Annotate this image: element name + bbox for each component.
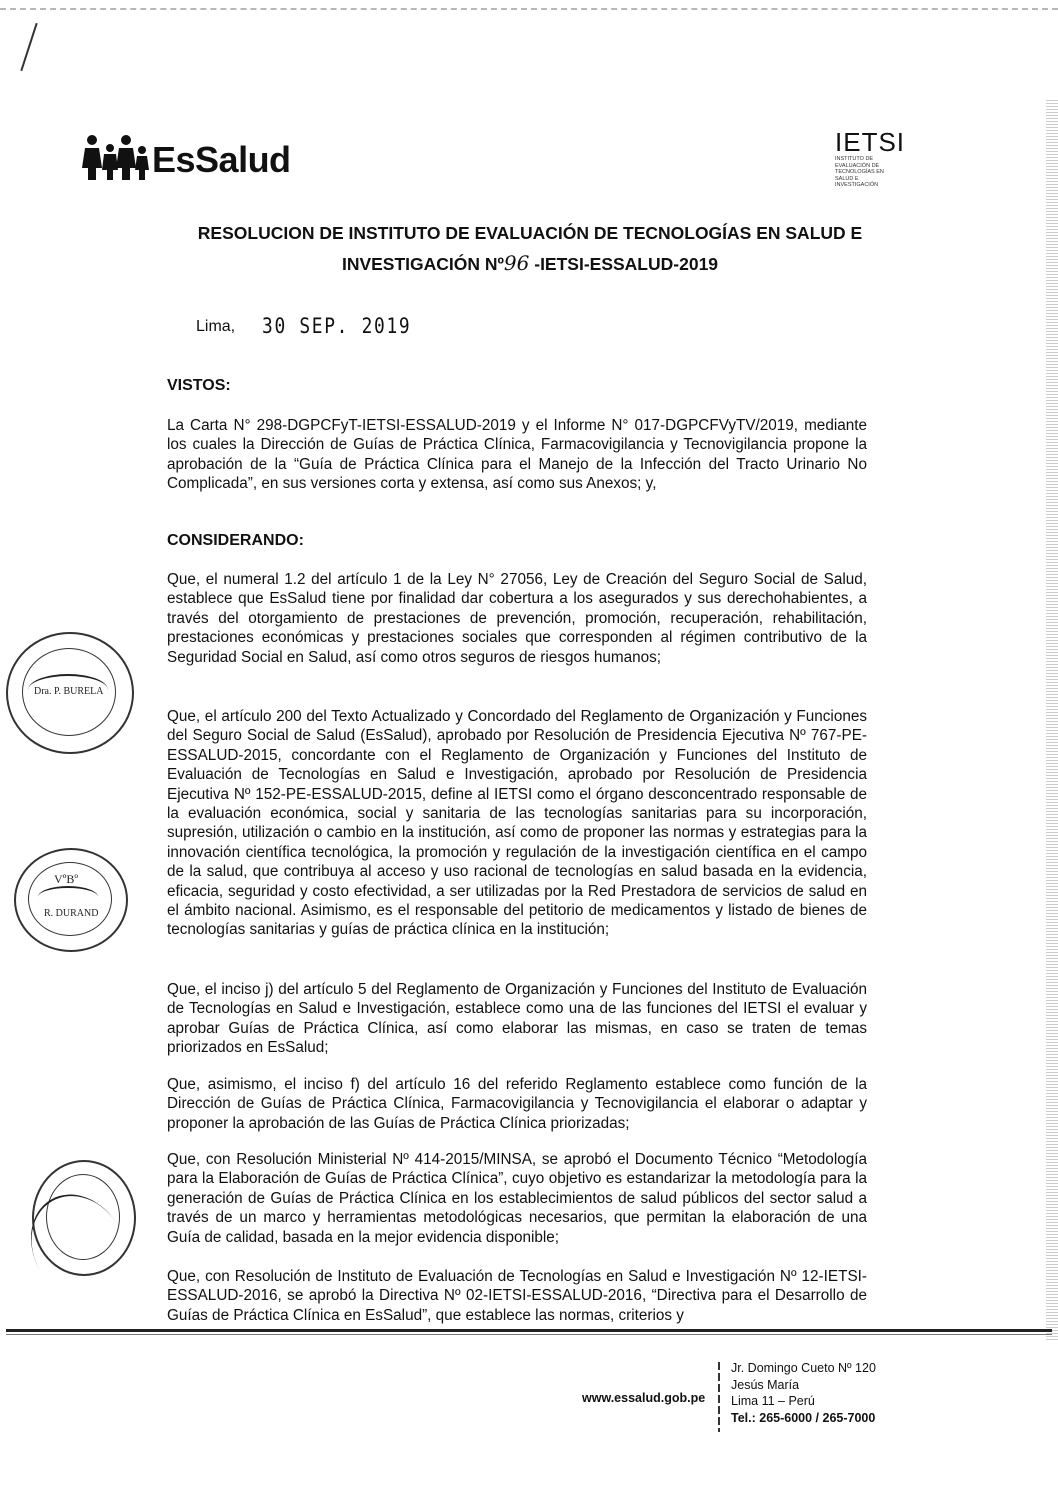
ietsi-title: IETSI xyxy=(835,127,906,157)
logo-text: EsSalud xyxy=(152,139,291,180)
footer-website: www.essalud.gob.pe xyxy=(582,1391,706,1405)
footer-divider xyxy=(6,1329,1052,1332)
paragraph-3: Que, el inciso j) del artículo 5 del Reglamento de Organización y Funciones del Instituto de Evaluación de Tecnologías en Salud e Investigación, establece como una de las funciones del IETSI el evaluar y aprobar Guías de Práctica Clínica, así como elaborar las mismas, en caso se traten de temas priorizados en EsSalud; xyxy=(167,981,867,1057)
paragraph-4: Que, asimismo, el inciso f) del artículo 16 del referido Reglamento establece como función de la Dirección de Guías de Práctica Clínica, Farmacovigilancia y Tecnovigilancia el elaborar o adaptar y proponer la aprobación de las Guías de Práctica Clínica priorizadas; xyxy=(167,1076,867,1132)
seal-2-vobo: VºBº xyxy=(54,872,79,886)
considerando-heading: CONSIDERANDO: xyxy=(167,532,304,549)
paragraph-2: Que, el artículo 200 del Texto Actualizado y Concordado del Reglamento de Organización y Funciones del Seguro Social de Salud (EsSalud), aprobado por Resolución de Presidencia Ejecutiva Nº 767-PE-ESSALUD-2015, concordante con el Reglamento de Organización y Funciones del Instituto de Evaluación de Tecnologías en Salud e Investigación, aprobado por Resolución de Presidencia Ejecutiva Nº 152-PE-ESSALUD-2015, define al IETSI como el órgano desconcentrado responsable de la evaluación económica, social y sanitaria de las tecnologías sanitarias para su incorporación, supresión, utilización o cambio en la institución, así como de proponer las normas y estrategias para la innovación científica tecnológica, la promoción y regulación de la investigación científica en el campo de la salud, que contribuya al acceso y uso racional de tecnologías en salud basada en la evidencia, eficacia, seguridad y costo efectividad, a ser utilizadas por la Red Prestadora de servicios de salud en el ámbito nacional. Asimismo, es el responsable del petitorio de medicamentos y listado de bienes de tecnologías sanitarias y guías de práctica clínica en la institución; xyxy=(167,708,867,939)
pen-mark xyxy=(20,23,37,71)
official-seal-1 xyxy=(6,632,134,754)
address-line-2: Jesús María xyxy=(731,1377,800,1392)
paragraph-6: Que, con Resolución de Instituto de Evaluación de Tecnologías en Salud e Investigación Nº 12-IETSI-ESSALUD-2016, se aprobó la Directiva Nº 02-IETSI-ESSALUD-2016, “Directiva para el Desarrollo de Guías de Práctica Clínica en EsSalud”, que establece las normas, criterios y xyxy=(167,1268,867,1324)
family-figures-icon xyxy=(82,130,150,180)
essalud-logo xyxy=(82,130,291,180)
ietsi-logo xyxy=(835,128,920,189)
title-line-2: INVESTIGACIÓN Nº96 -IETSI-ESSALUD-2019 xyxy=(341,251,719,275)
date-stamp: 30 SEP. 2019 xyxy=(262,314,412,338)
seal-2-name: R. DURAND xyxy=(44,908,99,919)
footer-separator xyxy=(718,1362,720,1432)
scan-border-right xyxy=(1046,100,1058,1340)
paragraph-5: Que, con Resolución Ministerial Nº 414-2015/MINSA, se aprobó el Documento Técnico “Metodología para la Elaboración de Guías de Práctica Clínica”, cuyo objetivo es estandarizar la metodología para la generación de Guías de Práctica Clínica en los establecimientos de salud públicos del sector salud a través de un marco y herramientas metodológicas necesarios, que permitan la elaboración de una Guía de calidad, basada en la mejor evidencia disponible; xyxy=(167,1151,867,1246)
title-line-1: RESOLUCION DE INSTITUTO DE EVALUACIÓN DE TECNOLOGÍAS EN SALUD E xyxy=(197,223,863,243)
official-seal-3 xyxy=(32,1160,136,1276)
official-seal-2 xyxy=(14,848,128,952)
footer-divider-thin xyxy=(6,1334,1052,1335)
scan-border-top xyxy=(0,8,1058,18)
address-line-1: Jr. Domingo Cueto Nº 120 xyxy=(731,1361,876,1375)
signature-3 xyxy=(12,1177,146,1319)
resolution-title xyxy=(150,218,910,279)
signature-1 xyxy=(28,674,108,706)
place-label: Lima, xyxy=(196,318,236,335)
signature-2 xyxy=(38,886,98,908)
address-phone: Tel.: 265-6000 / 265-7000 xyxy=(731,1410,876,1425)
seal-1-name: Dra. P. BURELA xyxy=(34,686,104,697)
paragraph-1: Que, el numeral 1.2 del artículo 1 de la Ley N° 27056, Ley de Creación del Seguro Social de Salud, establece que EsSalud tiene por finalidad dar cobertura a los asegurados y sus derechohabientes, a través del otorgamiento de prestaciones de prevención, promoción, recuperación, rehabilitación, prestaciones económicas y prestaciones sociales que corresponden al régimen contributivo de la Seguridad Social en Salud, así como otros seguros de riesgos humanos; xyxy=(167,571,867,666)
footer-address xyxy=(731,1360,876,1426)
address-line-3: Lima 11 – Perú xyxy=(731,1394,815,1408)
ietsi-subtitle: INSTITUTO DE EVALUACIÓN DE TECNOLOGÍAS EN SALUD E INVESTIGACIÓN xyxy=(835,156,884,188)
handwritten-number: 96 xyxy=(503,251,530,275)
vistos-paragraph: La Carta N° 298-DGPCFyT-IETSI-ESSALUD-2019 y el Informe N° 017-DGPCFVyTV/2019, mediante los cuales la Dirección de Guías de Práctica Clínica, Farmacovigilancia y Tecnovigilancia propone la aprobación de la “Guía de Práctica Clínica para el Manejo de la Infección del Tracto Urinario No Complicada”, en sus versiones corta y extensa, así como sus Anexos; y, xyxy=(167,417,867,493)
vistos-heading: VISTOS: xyxy=(167,377,231,394)
